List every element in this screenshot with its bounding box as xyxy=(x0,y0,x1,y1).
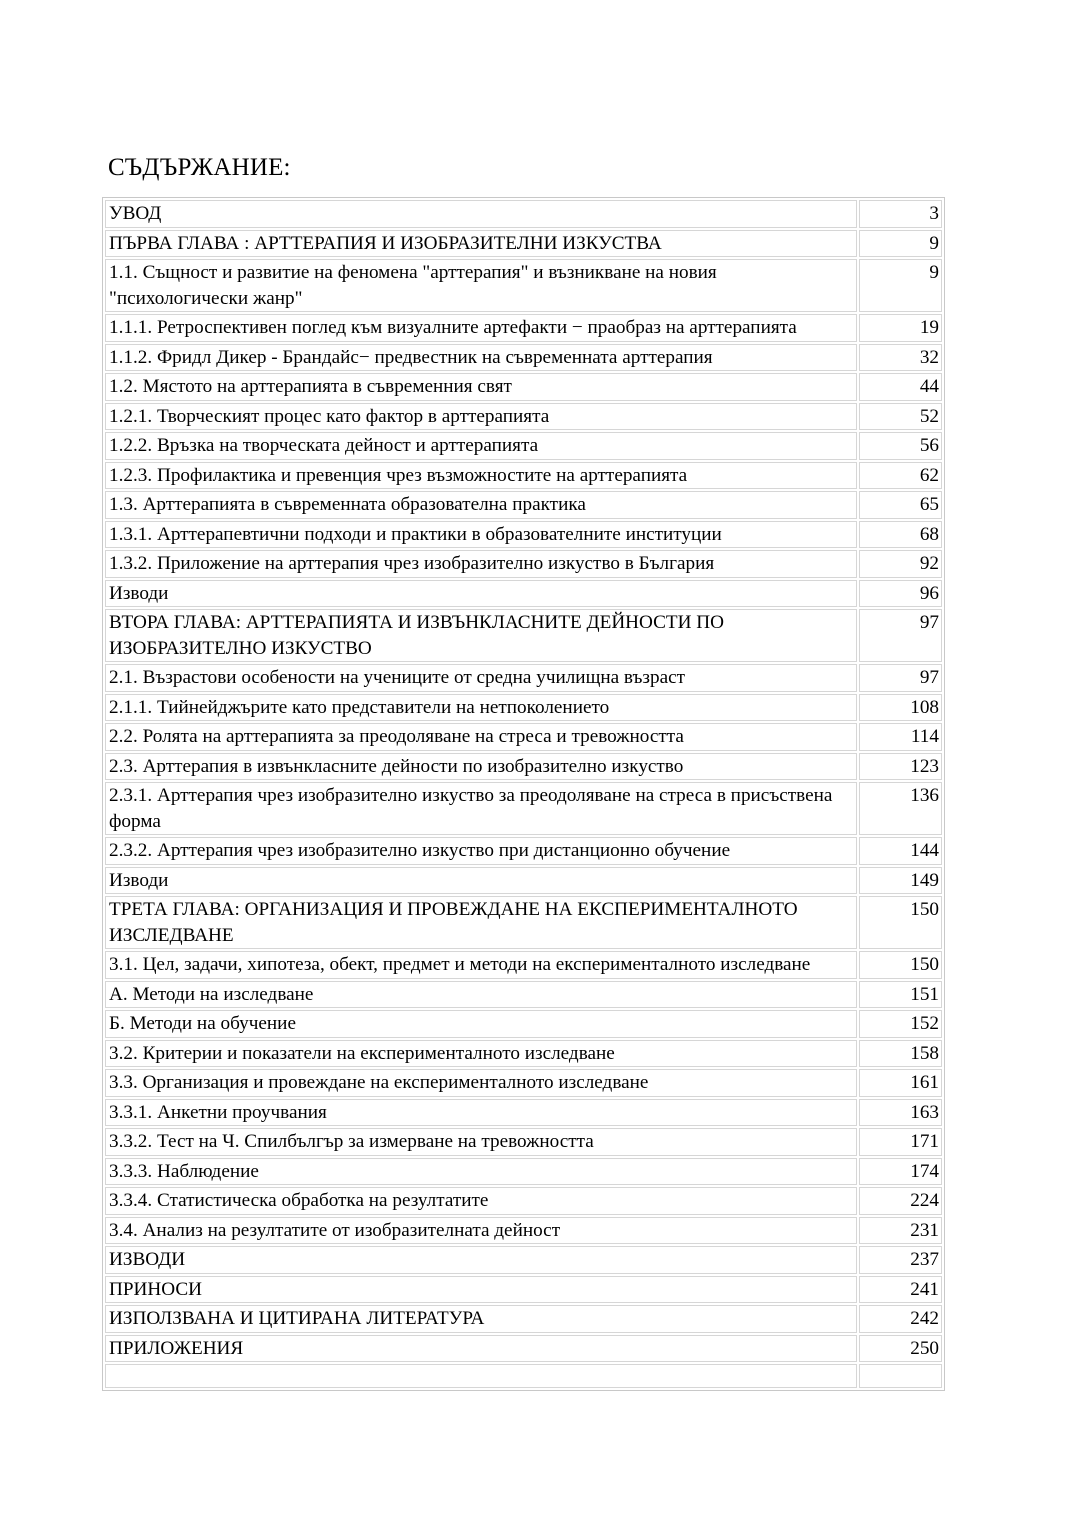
toc-row xyxy=(105,664,942,692)
toc-entry-label: Б. Методи на обучение xyxy=(105,1010,857,1038)
toc-entry-label: 1.3. Арттерапията в съвременната образователна практика xyxy=(105,491,857,519)
toc-entry-label: 3.3. Организация и провеждане на експерименталното изследване xyxy=(105,1069,857,1097)
toc-entry-label: 1.1.1. Ретроспективен поглед към визуалните артефакти − праобраз на арттерапията xyxy=(105,314,857,342)
toc-entry-label: 2.3.1. Арттерапия чрез изобразително изкуство за преодоляване на стреса в присъствена форма xyxy=(105,782,857,835)
toc-entry-label: ТРЕТА ГЛАВА: ОРГАНИЗАЦИЯ И ПРОВЕЖДАНЕ НА ЕКСПЕРИМЕНТАЛНОТО ИЗСЛЕДВАНЕ xyxy=(105,896,857,949)
toc-empty-cell xyxy=(105,1364,857,1388)
toc-entry-label: Изводи xyxy=(105,867,857,895)
toc-entry-page: 150 xyxy=(859,951,942,979)
toc-entry-page: 123 xyxy=(859,753,942,781)
toc-entry-page: 241 xyxy=(859,1276,942,1304)
toc-row xyxy=(105,837,942,865)
toc-entry-label: 3.4. Анализ на резултатите от изобразителната дейност xyxy=(105,1217,857,1245)
toc-entry-page: 19 xyxy=(859,314,942,342)
toc-entry-page: 9 xyxy=(859,259,942,312)
toc-row xyxy=(105,344,942,372)
toc-entry-page: 52 xyxy=(859,403,942,431)
toc-entry-page: 250 xyxy=(859,1335,942,1363)
toc-entry-page: 56 xyxy=(859,432,942,460)
toc-row xyxy=(105,1040,942,1068)
toc-entry-label: 1.3.1. Арттерапевтични подходи и практики в образователните институции xyxy=(105,521,857,549)
toc-row xyxy=(105,609,942,662)
toc-row xyxy=(105,373,942,401)
toc-row xyxy=(105,521,942,549)
toc-row xyxy=(105,200,942,228)
toc-entry-label: 1.2.1. Творческият процес като фактор в арттерапията xyxy=(105,403,857,431)
toc-title: СЪДЪРЖАНИЕ: xyxy=(108,154,291,181)
toc-entry-page: 237 xyxy=(859,1246,942,1274)
toc-row xyxy=(105,462,942,490)
toc-entry-page: 161 xyxy=(859,1069,942,1097)
toc-entry-label: 3.1. Цел, задачи, хипотеза, обект, предмет и методи на експерименталното изследване xyxy=(105,951,857,979)
toc-row xyxy=(105,580,942,608)
toc-entry-page: 9 xyxy=(859,230,942,258)
toc-row xyxy=(105,1158,942,1186)
toc-entry-label: 1.2.2. Връзка на творческата дейност и арттерапията xyxy=(105,432,857,460)
toc-entry-page: 3 xyxy=(859,200,942,228)
toc-entry-page: 96 xyxy=(859,580,942,608)
toc-entry-page: 242 xyxy=(859,1305,942,1333)
toc-row xyxy=(105,259,942,312)
toc-row xyxy=(105,1099,942,1127)
toc-entry-page: 171 xyxy=(859,1128,942,1156)
toc-entry-label: 1.3.2. Приложение на арттерапия чрез изобразително изкуство в България xyxy=(105,550,857,578)
toc-entry-label: 2.1. Възрастови особености на учениците от средна училищна възраст xyxy=(105,664,857,692)
toc-entry-page: 150 xyxy=(859,896,942,949)
toc-entry-page: 158 xyxy=(859,1040,942,1068)
toc-entry-label: 3.3.1. Анкетни проучвания xyxy=(105,1099,857,1127)
toc-row xyxy=(105,694,942,722)
toc-entry-label: ИЗПОЛЗВАНА И ЦИТИРАНА ЛИТЕРАТУРА xyxy=(105,1305,857,1333)
toc-entry-label: 3.3.2. Тест на Ч. Спилбългър за измерване на тревожността xyxy=(105,1128,857,1156)
toc-row xyxy=(105,1246,942,1274)
toc-entry-page: 231 xyxy=(859,1217,942,1245)
toc-row xyxy=(105,1069,942,1097)
toc-empty-row xyxy=(105,1364,942,1388)
toc-row xyxy=(105,981,942,1009)
toc-entry-page: 152 xyxy=(859,1010,942,1038)
toc-entry-label: Изводи xyxy=(105,580,857,608)
toc-row xyxy=(105,1305,942,1333)
toc-entry-label: 2.3. Арттерапия в извънкласните дейности по изобразително изкуство xyxy=(105,753,857,781)
toc-row xyxy=(105,314,942,342)
toc-row xyxy=(105,550,942,578)
toc-row xyxy=(105,896,942,949)
toc-entry-label: 3.3.3. Наблюдение xyxy=(105,1158,857,1186)
toc-entry-page: 144 xyxy=(859,837,942,865)
toc-entry-page: 136 xyxy=(859,782,942,835)
toc-row xyxy=(105,951,942,979)
toc-entry-label: 3.2. Критерии и показатели на експерименталното изследване xyxy=(105,1040,857,1068)
toc-row xyxy=(105,1187,942,1215)
toc-entry-label: 1.1.2. Фридл Дикер - Брандайс− предвестник на съвременната арттерапия xyxy=(105,344,857,372)
toc-entry-page: 163 xyxy=(859,1099,942,1127)
toc-entry-page: 114 xyxy=(859,723,942,751)
toc-row xyxy=(105,1128,942,1156)
toc-entry-page: 224 xyxy=(859,1187,942,1215)
toc-entry-label: ВТОРА ГЛАВА: АРТТЕРАПИЯТА И ИЗВЪНКЛАСНИТЕ ДЕЙНОСТИ ПО ИЗОБРАЗИТЕЛНО ИЗКУСТВО xyxy=(105,609,857,662)
toc-entry-page: 62 xyxy=(859,462,942,490)
toc-entry-label: 2.2. Ролята на арттерапията за преодоляване на стреса и тревожността xyxy=(105,723,857,751)
toc-entry-page: 97 xyxy=(859,664,942,692)
toc-row xyxy=(105,723,942,751)
toc-entry-label: 1.1. Същност и развитие на феномена "арттерапия" и възникване на новия "психологически жанр" xyxy=(105,259,857,312)
toc-entry-label: ИЗВОДИ xyxy=(105,1246,857,1274)
toc-entry-page: 44 xyxy=(859,373,942,401)
toc-row xyxy=(105,491,942,519)
toc-entry-page: 92 xyxy=(859,550,942,578)
toc-entry-label: ПРИЛОЖЕНИЯ xyxy=(105,1335,857,1363)
toc-row xyxy=(105,867,942,895)
toc-empty-cell xyxy=(859,1364,942,1388)
toc-row xyxy=(105,753,942,781)
toc-entry-page: 108 xyxy=(859,694,942,722)
toc-entry-page: 32 xyxy=(859,344,942,372)
toc-entry-page: 68 xyxy=(859,521,942,549)
toc-table xyxy=(102,197,945,1391)
toc-row xyxy=(105,1276,942,1304)
toc-body xyxy=(105,200,942,1388)
toc-row xyxy=(105,782,942,835)
toc-entry-page: 149 xyxy=(859,867,942,895)
toc-entry-label: 2.1.1. Тийнейджърите като представители на нетпоколението xyxy=(105,694,857,722)
toc-entry-page: 97 xyxy=(859,609,942,662)
toc-row xyxy=(105,1217,942,1245)
toc-entry-page: 65 xyxy=(859,491,942,519)
toc-row xyxy=(105,432,942,460)
toc-entry-label: ПЪРВА ГЛАВА : АРТТЕРАПИЯ И ИЗОБРАЗИТЕЛНИ ИЗКУСТВА xyxy=(105,230,857,258)
toc-entry-label: А. Методи на изследване xyxy=(105,981,857,1009)
toc-row xyxy=(105,230,942,258)
toc-row xyxy=(105,1010,942,1038)
toc-entry-page: 151 xyxy=(859,981,942,1009)
toc-entry-page: 174 xyxy=(859,1158,942,1186)
toc-entry-label: 3.3.4. Статистическа обработка на резултатите xyxy=(105,1187,857,1215)
toc-entry-label: УВОД xyxy=(105,200,857,228)
toc-entry-label: 2.3.2. Арттерапия чрез изобразително изкуство при дистанционно обучение xyxy=(105,837,857,865)
toc-entry-label: 1.2. Мястото на арттерапията в съвременния свят xyxy=(105,373,857,401)
toc-row xyxy=(105,1335,942,1363)
toc-entry-label: 1.2.3. Профилактика и превенция чрез възможностите на арттерапията xyxy=(105,462,857,490)
toc-row xyxy=(105,403,942,431)
toc-entry-label: ПРИНОСИ xyxy=(105,1276,857,1304)
